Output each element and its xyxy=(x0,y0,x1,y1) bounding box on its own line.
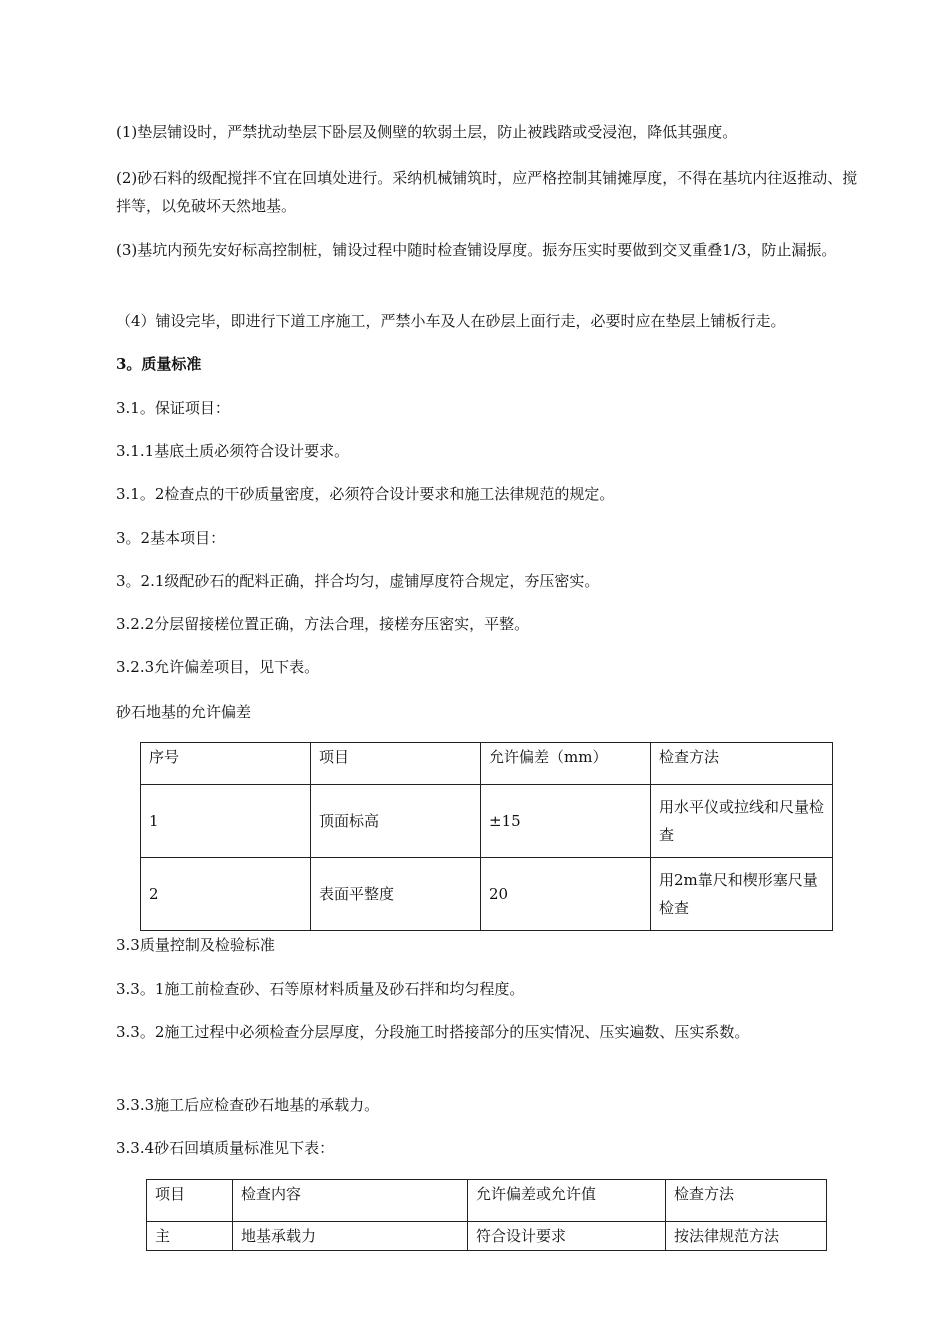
paragraph-3: (3)基坑内预先安好标高控制桩，铺设过程中随时检查铺设厚度。振夯压实时要做到交叉重叠1/3，防止漏振。 xyxy=(116,241,837,259)
paragraph-4: （4）铺设完毕，即进行下道工序施工，严禁小车及人在砂层上面行走，必要时应在垫层上铺板行走。 xyxy=(116,312,786,330)
table-header-cell: 允许偏差或允许值 xyxy=(468,1180,666,1222)
deviation-table xyxy=(140,742,833,931)
table-cell: ±15 xyxy=(481,785,651,858)
paragraph-1: (1)垫层铺设时，严禁扰动垫层下卧层及侧壁的软弱土层，防止被践踏或受浸泡，降低其强度。 xyxy=(116,123,738,141)
table-row xyxy=(147,1222,827,1251)
table-header-cell: 检查方法 xyxy=(666,1180,827,1222)
table-cell: 2 xyxy=(141,858,311,931)
table-cell: 地基承载力 xyxy=(233,1222,468,1251)
table-header-cell: 序号 xyxy=(141,743,311,785)
table-cell: 顶面标高 xyxy=(311,785,481,858)
section-3-2-3: 3.2.3允许偏差项目，见下表。 xyxy=(116,658,320,676)
table-cell: 符合设计要求 xyxy=(468,1222,666,1251)
table-row xyxy=(141,785,833,858)
section-heading-3: 3。质量标准 xyxy=(116,355,202,373)
section-3-2-1: 3。2.1级配砂石的配料正确，拌合均匀，虚铺厚度符合规定，夯压密实。 xyxy=(116,572,600,590)
section-3-3-2: 3.3。2施工过程中必须检查分层厚度，分段施工时搭接部分的压实情况、压实遍数、压实系数。 xyxy=(116,1023,750,1041)
table-cell: 用2m靠尺和楔形塞尺量检查 xyxy=(651,858,833,931)
section-3-3-1: 3.3。1施工前检查砂、石等原材料质量及砂石拌和均匀程度。 xyxy=(116,980,525,998)
table-cell: 主 xyxy=(147,1222,233,1251)
section-3-1-1: 3.1.1基底土质必须符合设计要求。 xyxy=(116,442,350,460)
table-row xyxy=(141,858,833,931)
table-header-cell: 项目 xyxy=(311,743,481,785)
table-cell: 按法律规范方法 xyxy=(666,1222,827,1251)
table-header-row xyxy=(141,743,833,785)
section-3-2-2: 3.2.2分层留接槎位置正确，方法合理，接槎夯压密实，平整。 xyxy=(116,615,530,633)
section-3-3-3: 3.3.3施工后应检查砂石地基的承载力。 xyxy=(116,1096,380,1114)
section-3-2: 3。2基本项目： xyxy=(116,529,226,547)
table-cell: 1 xyxy=(141,785,311,858)
section-3-1: 3.1。保证项目： xyxy=(116,399,230,417)
table-cell: 20 xyxy=(481,858,651,931)
table-header-cell: 检查方法 xyxy=(651,743,833,785)
table-header-row xyxy=(147,1180,827,1222)
section-3-3-4: 3.3.4砂石回填质量标准见下表： xyxy=(116,1139,335,1157)
paragraph-2: (2)砂石料的级配搅拌不宜在回填处进行。采纳机械铺筑时，应严格控制其铺摊厚度，不得在基坑内往返推动、搅拌等，以免破坏天然地基。 xyxy=(116,169,858,215)
section-3-3: 3.3质量控制及检验标准 xyxy=(116,936,275,954)
quality-standard-table xyxy=(146,1179,827,1251)
table-cell: 表面平整度 xyxy=(311,858,481,931)
table-header-cell: 允许偏差（mm） xyxy=(481,743,651,785)
table-header-cell: 检查内容 xyxy=(233,1180,468,1222)
table-cell: 用水平仪或拉线和尺量检查 xyxy=(651,785,833,858)
table-header-cell: 项目 xyxy=(147,1180,233,1222)
section-3-1-2: 3.1。2检查点的干砂质量密度，必须符合设计要求和施工法律规范的规定。 xyxy=(116,485,615,503)
table1-title: 砂石地基的允许偏差 xyxy=(116,703,252,721)
